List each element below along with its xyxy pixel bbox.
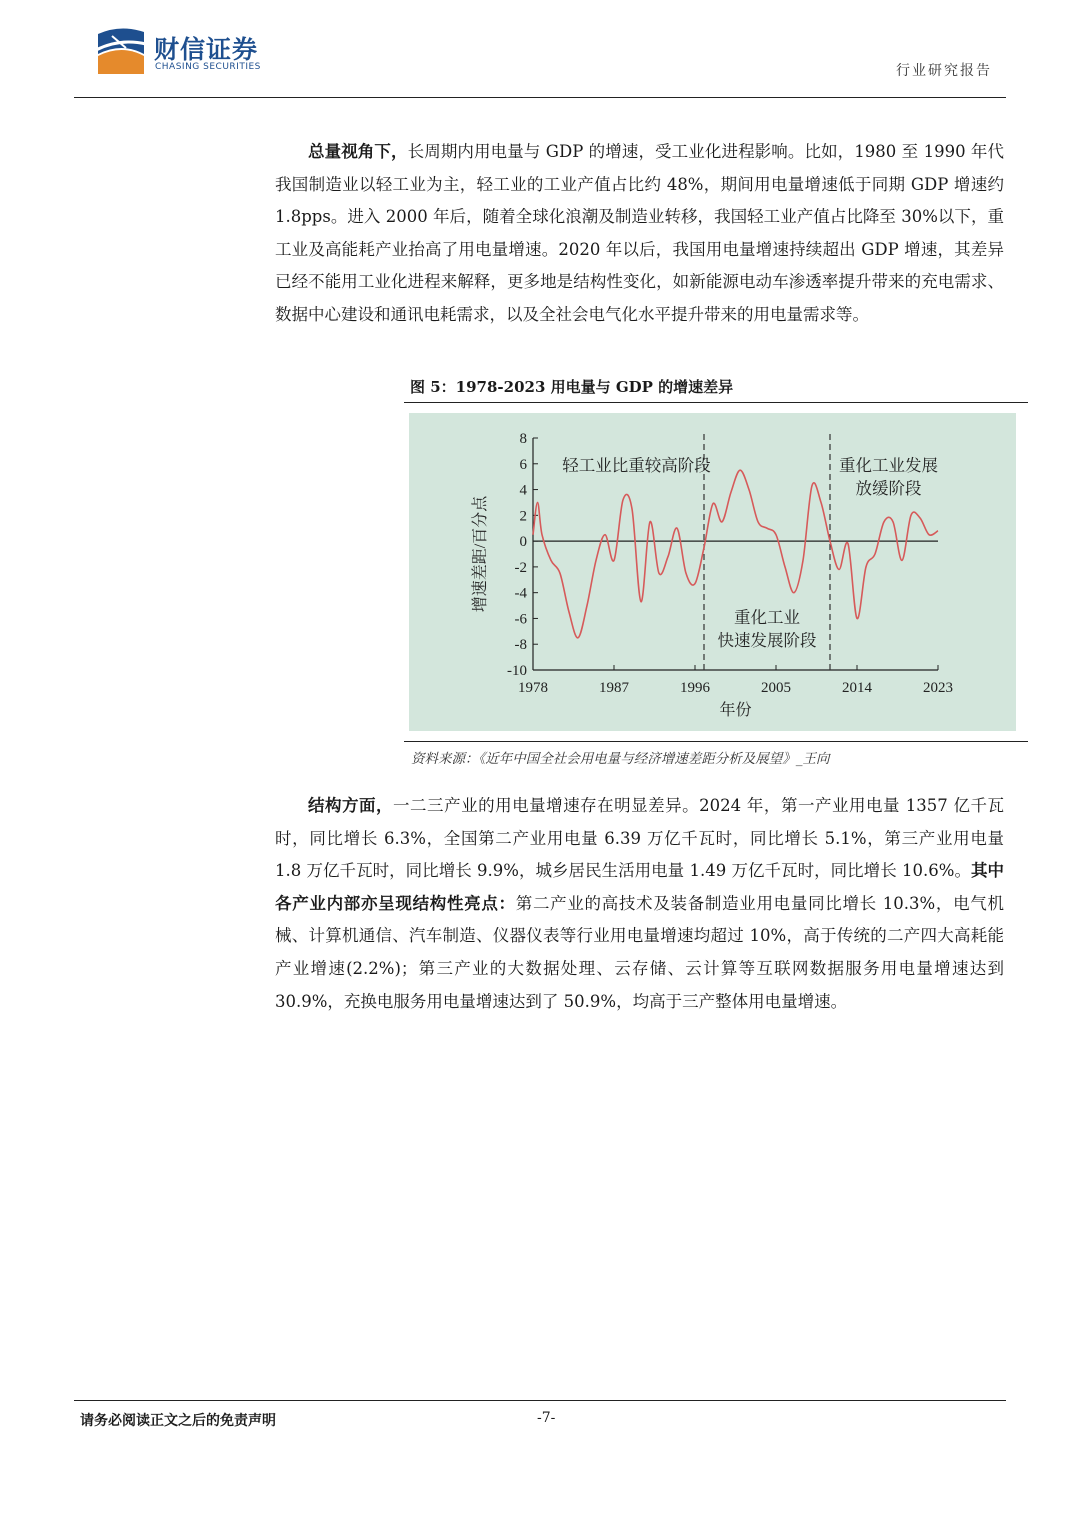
header-divider xyxy=(74,97,1006,98)
x-tick-label: 2014 xyxy=(842,680,872,696)
y-axis-label: 增速差距/百分点 xyxy=(472,495,489,613)
y-tick-label: 6 xyxy=(519,456,527,473)
page-number: -7- xyxy=(537,1410,556,1426)
disclaimer-link: 请务必阅读正文之后的免责声明 xyxy=(80,1413,276,1429)
figure-source: 资料来源：《近年中国全社会用电量与经济增速差距分析及展望》_王向 xyxy=(411,751,830,767)
phase-annotation: 重化工业 xyxy=(734,608,800,627)
paragraph-lead: 总量视角下， xyxy=(308,142,408,161)
y-tick-label: 4 xyxy=(519,482,527,499)
paragraph-lead: 结构方面， xyxy=(308,796,394,815)
company-logo xyxy=(92,24,282,80)
footer-divider xyxy=(74,1400,1006,1401)
paragraph-total-view xyxy=(275,136,1004,332)
y-tick-label: -2 xyxy=(514,559,527,576)
report-type-label: 行业研究报告 xyxy=(896,63,992,79)
chart-area xyxy=(409,413,1016,731)
phase-annotation: 轻工业比重较高阶段 xyxy=(562,456,711,475)
y-tick-label: -4 xyxy=(514,585,527,602)
phase-annotation: 快速发展阶段 xyxy=(717,631,817,650)
figure-title: 图 5：1978-2023 用电量与 GDP 的增速差异 xyxy=(410,378,734,396)
y-tick-label: 0 xyxy=(519,534,527,551)
figure-top-rule xyxy=(404,402,1028,403)
x-axis-label: 年份 xyxy=(719,702,752,719)
y-tick-label: 2 xyxy=(519,508,527,525)
y-tick-label: -8 xyxy=(514,637,527,654)
x-tick-label: 1987 xyxy=(599,680,629,696)
logo-mark-icon xyxy=(92,24,148,78)
paragraph-structure xyxy=(275,790,1004,1018)
growth-gap-chart xyxy=(409,413,1016,731)
phase-annotation: 重化工业发展 xyxy=(839,456,938,475)
x-tick-label: 1996 xyxy=(680,680,710,696)
paragraph-highlight: 其中各产业内部亦呈现结构性亮点： xyxy=(275,861,1004,913)
logo-text-cn: 财信证券 xyxy=(154,35,259,64)
paragraph-body: 一二三产业的用电量增速存在明显差异。2024 年，第一产业用电量 1357 亿千瓦时，同比增长 6.3%，全国第二产业用电量 6.39 万亿千瓦时，同比增长 5.1%，第三产业用电量 1.8 万亿千瓦时，同比增长 9.9%，城乡居民生活用电量 1.49 万亿千瓦时，同比增长 10.6%。 xyxy=(275,796,1005,881)
y-tick-label: -10 xyxy=(507,663,527,679)
x-tick-label: 1978 xyxy=(518,680,548,696)
paragraph-body-cont: 第二产业的高技术及装备制造业用电量同比增长 10.3%，电气机械、计算机通信、汽车制造、仪器仪表等行业用电量增速均超过 10%，高于传统的二产四大高耗能产业增速(2.2%)；第三产业的大数据处理、云存储、云计算等互联网数据服务用电量增速达到 30.9%，充换电服务用电量增速达到了 50.9%，均高于三产整体用电量增速。 xyxy=(275,893,1004,1011)
logo-text-en: CHASING SECURITIES xyxy=(155,62,261,72)
x-tick-label: 2023 xyxy=(923,680,953,696)
phase-annotation: 放缓阶段 xyxy=(855,479,922,498)
figure-bottom-rule xyxy=(404,741,1028,742)
x-tick-label: 2005 xyxy=(761,680,791,696)
y-tick-label: 8 xyxy=(519,431,527,447)
paragraph-body: 长周期内用电量与 GDP 的增速，受工业化进程影响。比如，1980 至 1990 年代我国制造业以轻工业为主，轻工业的工业产值占比约 48%，期间用电量增速低于同期 GDP 增速约 1.8pps。进入 2000 年后，随着全球化浪潮及制造业转移，我国轻工业产值占比降至 30%以下，重工业及高能耗产业抬高了用电量增速。2020 年以后，我国用电量增速持续超出 GDP 增速，其差异已经不能用工业化进程来解释，更多地是结构性变化，如新能源电动车渗透率提升带来的充电需求、数据中心建设和通讯电耗需求，以及全社会电气化水平提升带来的用电量需求等。 xyxy=(275,142,1005,324)
y-tick-label: -6 xyxy=(514,611,527,628)
